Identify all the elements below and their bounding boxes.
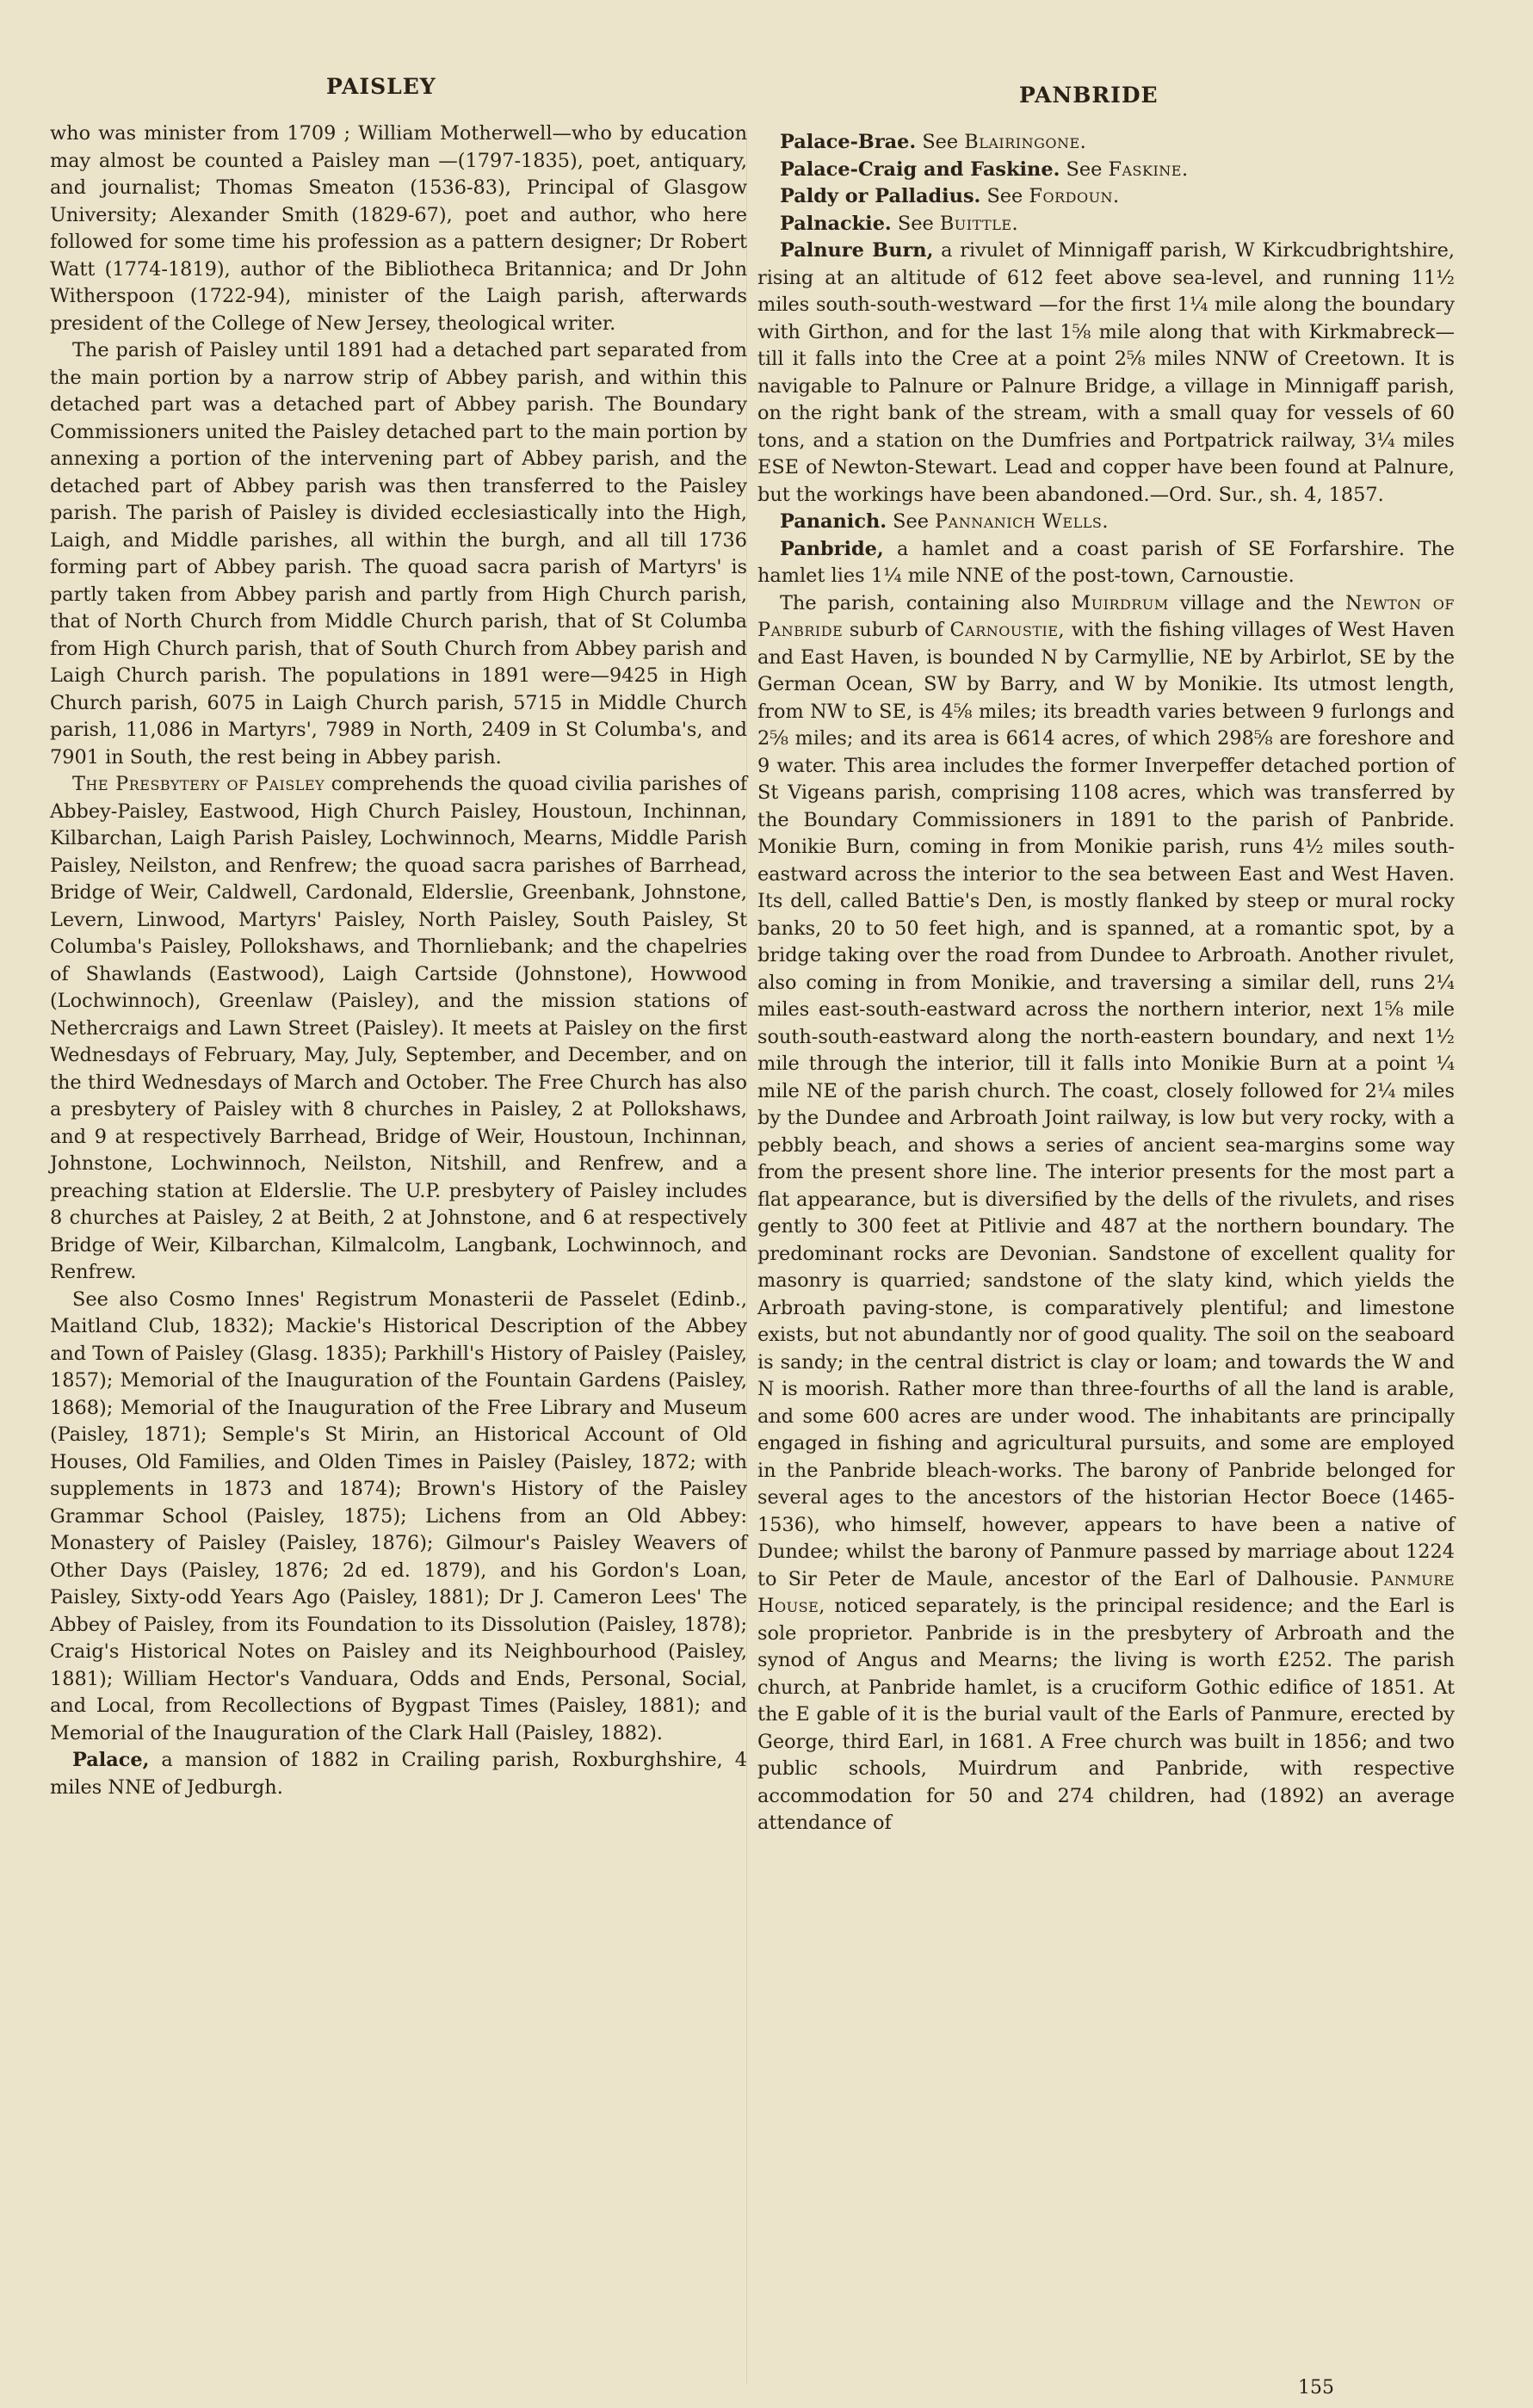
headword: Palace,	[72, 1749, 150, 1771]
page-number: 155	[1298, 2377, 1334, 2399]
cross-reference: Fordoun.	[1029, 185, 1120, 207]
cross-reference: Buittle.	[939, 212, 1019, 235]
paragraph-text: The parish, containing also	[780, 591, 1072, 614]
running-head-right: PANBRIDE	[1019, 83, 1159, 108]
entry-text: See	[887, 510, 936, 533]
entry	[757, 238, 1455, 509]
entry	[757, 129, 1455, 157]
paragraph-text: with the fishing villages of West Haven and East Haven, is bounded N by Carmyllie, NE by Arbirlot, SE by the German Ocean, SW by Barry, and W by Monikie. Its utmost length, from NW to SE, is 4⅝ miles; its breadth varies between 9 furlongs and 2⅝ miles; and its area is 6614 acres, of which 298⅝ are foreshore and 9 water. This area includes the former Inverpeffer detached portion of St Vigeans parish, comprising 1108 acres, which was transferred by the Boundary Commissioners in 1891 to the parish of Panbride. Monikie Burn, coming in from Monikie parish, runs 4½ miles south-eastward across the interior to the sea between East and West Haven. Its dell, called Battie's Den, is mostly flanked by steep or mural rocky banks, 20 to 50 feet high, and is spanned, at a romantic spot, by a bridge taking over the road from Dundee to Arbroath. Another rivulet, also coming in from Monikie, and traversing a similar dell, runs 2¼ miles east-south-eastward across the northern interior, next 1⅝ mile south-south-eastward along the north-eastern boundary, and next 1½ mile through the interior, till it falls into Monikie Burn at a point ¼ mile NE of the parish church. The coast, closely followed for 2¼ miles by the Dundee and Arbroath Joint railway, is low but very rocky, with a pebbly beach, and shows a series of ancient sea-margins some way from the present shore line. The interior presents for the most part a flat appearance, but is diversified by the dells of the rivulets, and rises gently to 300 feet at Pitlivie and 487 at the northern boundary. The predominant rocks are Devonian. Sandstone of excellent quality for masonry is quarried; sandstone of the slaty kind, which yields the Arbroath paving-stone, is comparatively plentiful; and limestone exists, but not abundantly nor of good quality. The soil on the seaboard is sandy; in the central district is clay or loam; and towards the W and N is moorish. Rather more than three-fourths of all the land is arable, and some 600 acres are under wood. The inhabitants are principally engaged in fishing and agricultural pursuits, and some are employed in the Panbride bleach-works. The barony of Panbride belonged for several ages to the ancestors of the historian Hector Boece (1465-1536), who himself, however, appears to have been a native of Dundee; whilst the barony of Panmure passed by marriage about 1224 to Sir Peter de Maule, ancestor of the Earl of Dalhousie.	[757, 619, 1455, 1590]
paragraph-text: noticed separately, is the principal residence; and the Earl is sole proprietor. Panbride is in the presbytery of Arbroath and the synod of Angus and Mearns; the living is worth £252. The parish church, at Panbride hamlet, is a cruciform Gothic edifice of 1851. At the E gable of it is the burial vault of the Earls of Panmure, erected by George, third Earl, in 1681. A Free church was built in 1856; and two public schools, Muirdrum and Panbride, with respective accommodation for 50 and 274 children, had (1892) an average attendance of	[757, 1595, 1455, 1834]
running-head-left: PAISLEY	[326, 74, 436, 99]
left-column	[50, 120, 747, 1801]
entry	[757, 509, 1455, 536]
headword: Panbride,	[780, 537, 884, 560]
paragraph-text: comprehends the quoad civilia parishes of Abbey-Paisley, Eastwood, High Church Paisley, Houstoun, Inchinnan, Kilbarchan, Laigh Parish Paisley, Lochwinnoch, Mearns, Middle Parish Paisley, Neilston, and Renfrew; the quoad sacra parishes of Barrhead, Bridge of Weir, Caldwell, Cardonald, Elderslie, Greenbank, Johnstone, Levern, Linwood, Martyrs' Paisley, North Paisley, South Paisley, St Columba's Paisley, Pollokshaws, and Thornliebank; and the chapelries of Shawlands (Eastwood), Laigh Cartside (Johnstone), Howwood (Lochwinnoch), Greenlaw (Paisley), and the mission stations of Nethercraigs and Lawn Street (Paisley). It meets at Paisley on the first Wednesdays of February, May, July, September, and December, and on the third Wednesdays of March and October. The Free Church has also a presbytery of Paisley with 8 churches in Paisley, 2 at Pollokshaws, and 9 at respectively Barrhead, Bridge of Weir, Houstoun, Inchinnan, Johnstone, Lochwinnoch, Neilston, Nitshill, and Renfrew, and a preaching station at Elderslie. The U.P. presbytery of Paisley includes 8 churches at Paisley, 2 at Beith, 2 at Johnstone, and 6 at respectively Bridge of Weir, Kilbarchan, Kilmalcolm, Langbank, Lochwinnoch, and Renfrew.	[50, 773, 747, 1283]
entry-text: See	[891, 212, 940, 235]
cross-reference: Carnoustie,	[949, 619, 1066, 641]
headword: Palace-Craig and Faskine.	[780, 157, 1060, 181]
headword: Palace-Brae.	[780, 131, 917, 153]
cross-reference: Pannanich Wells.	[935, 510, 1109, 533]
entry	[50, 1747, 747, 1801]
cross-reference: Panmure House,	[757, 1567, 1455, 1617]
paragraph	[757, 590, 1455, 1837]
entry-text: See	[916, 131, 965, 153]
entry	[757, 536, 1455, 590]
headword: Palnackie.	[780, 212, 892, 235]
entry	[757, 211, 1455, 238]
paragraph-text: suburb of	[843, 619, 950, 641]
paragraph: who was minister from 1709 ; William Motherwell—who by education may almost be counted a Paisley man —(1797-1835), poet, antiquary, and journalist; Thomas Smeaton (1536-83), Principal of Glasgow University; Alexander Smith (1829-67), poet and author, who here followed for some time his profession as a pattern designer; Dr Robert Watt (1774-1819), author of the Bibliotheca Britannica; and Dr John Witherspoon (1722-94), minister of the Laigh parish, afterwards president of the College of New Jersey, theological writer.	[50, 122, 747, 335]
paragraph: See also Cosmo Innes' Registrum Monasterii de Passelet (Edinb., Maitland Club, 1832); Mackie's Historical Description of the Abbey and Town of Paisley (Glasg. 1835); Parkhill's History of Paisley (Paisley, 1857); Memorial of the Inauguration of the Fountain Gardens (Paisley, 1868); Memorial of the Inauguration of the Free Library and Museum (Paisley, 1871); Semple's St Mirin, an Historical Account of Old Houses, Old Families, and Olden Times in Paisley (Paisley, 1872; with supplements in 1873 and 1874); Brown's History of the Paisley Grammar School (Paisley, 1875); Lichens from an Old Abbey: Monastery of Paisley (Paisley, 1876); Gilmour's Paisley Weavers of Other Days (Paisley, 1876; 2d ed. 1879), and his Gordon's Loan, Paisley, Sixty-odd Years Ago (Paisley, 1881); Dr J. Cameron Lees' The Abbey of Paisley, from its Foundation to its Dissolution (Paisley, 1878); Craig's Historical Notes on Paisley and its Neighbourhood (Paisley, 1881); William Hector's Vanduara, Odds and Ends, Personal, Social, and Local, from Recollections of Bygpast Times (Paisley, 1881); and Memorial of the Inauguration of the Clark Hall (Paisley, 1882).	[50, 1287, 747, 1744]
headword: Pananich.	[780, 510, 887, 533]
small-caps-term: The Presbytery of Paisley	[72, 773, 325, 795]
entry-text: a mansion of 1882 in Crailing parish, Roxburghshire, 4 miles NNE of Jedburgh.	[50, 1749, 747, 1799]
right-column	[757, 129, 1455, 1837]
cross-reference: Faskine.	[1108, 157, 1189, 181]
entry-text: a hamlet and a coast parish of SE Forfarshire. The hamlet lies 1¼ mile NNE of the post-town, Carnoustie.	[757, 537, 1455, 587]
headword: Paldy or Palladius.	[780, 185, 981, 207]
paragraph-text: village and the	[1168, 591, 1345, 614]
entry-text: a rivulet of Minnigaff parish, W Kirkcudbrightshire, rising at an altitude of 612 feet above sea-level, and running 11½ miles south-south-westward —for the first 1¼ mile along the boundary with Girthon, and for the last 1⅝ mile along that with Kirkmabreck— till it falls into the Cree at a point 2⅝ miles NNW of Creetown. It is navigable to Palnure or Palnure Bridge, a village in Minnigaff parish, on the right bank of the stream, with a small quay for vessels of 60 tons, and a station on the Dumfries and Portpatrick railway, 3¼ miles ESE of Newton-Stewart. Lead and copper have been found at Palnure, but the workings have been abandoned.—Ord. Sur., sh. 4, 1857.	[757, 239, 1455, 506]
cross-reference: Newton of Panbride	[757, 591, 1456, 641]
headword: Palnure Burn,	[780, 239, 934, 262]
paragraph: The parish of Paisley until 1891 had a detached part separated from the main portion by a narrow strip of Abbey parish, and within this detached part was a detached part of Abbey parish. The Boundary Commissioners united the Paisley detached part to the main portion by annexing a portion of the intervening part of Abbey parish, and the detached part of Abbey parish was then transferred to the Paisley parish. The parish of Paisley is divided ecclesiastically into the High, Laigh, and Middle parishes, all within the burgh, and all till 1736 forming part of Abbey parish. The quoad sacra parish of Martyrs' is partly taken from Abbey parish and partly from High Church parish, that of North Church from Middle Church parish, that of St Columba from High Church parish, that of South Church from Abbey parish and Laigh Church parish. The populations in 1891 were—9425 in High Church parish, 6075 in Laigh Church parish, 5715 in Middle Church parish, 11,086 in Martyrs', 7989 in North, 2409 in St Columba's, and 7901 in South, the rest being in Abbey parish.	[50, 339, 747, 769]
paragraph	[50, 771, 747, 1287]
cross-reference: Blairingone.	[964, 131, 1087, 153]
entry-text: See	[1060, 157, 1109, 181]
entry-text: See	[980, 185, 1029, 207]
entry	[757, 157, 1455, 184]
cross-reference: Muirdrum	[1071, 591, 1169, 614]
entry	[757, 183, 1455, 211]
